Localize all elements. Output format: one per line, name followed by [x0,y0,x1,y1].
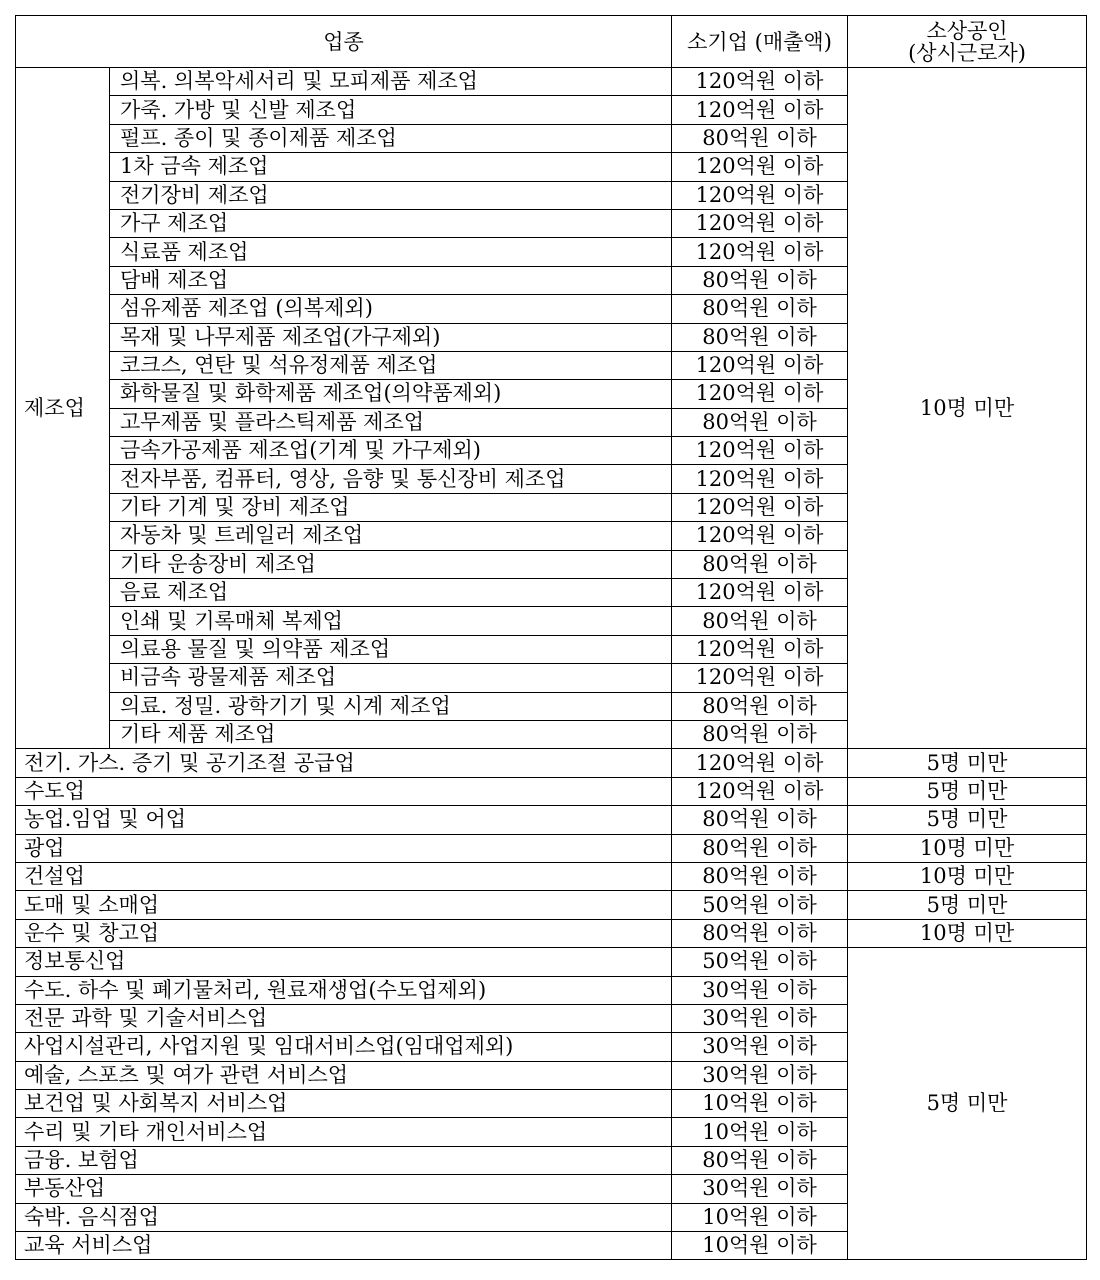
industry-name: 수도. 하수 및 폐기물처리, 원료재생업(수도업제외) [16,976,672,1004]
industry-name: 섬유제품 제조업 (의복제외) [110,295,672,323]
table-row [16,777,1087,805]
sales-threshold: 10억원 이하 [672,1090,848,1118]
sales-threshold: 120억원 이하 [672,777,848,805]
header-micro-line2: (상시근로자) [908,40,1026,65]
industry-name: 사업시설관리, 사업지원 및 임대서비스업(임대업제외) [16,1033,672,1061]
industry-name: 숙박. 음식점업 [16,1203,672,1231]
table-row [16,68,1087,96]
industry-name: 도매 및 소매업 [16,891,672,919]
industry-name: 금융. 보험업 [16,1146,672,1174]
table-row [16,749,1087,777]
sales-threshold: 10억원 이하 [672,1118,848,1146]
table-row [16,862,1087,890]
table-wrapper [15,15,1087,1260]
industry-name: 기타 기계 및 장비 제조업 [110,493,672,521]
employee-threshold: 5명 미만 [848,749,1087,777]
sales-threshold: 120억원 이하 [672,522,848,550]
sales-threshold: 120억원 이하 [672,153,848,181]
sales-threshold: 120억원 이하 [672,493,848,521]
table-row [16,948,1087,976]
sales-threshold: 120억원 이하 [672,181,848,209]
industry-name: 전자부품, 컴퓨터, 영상, 음향 및 통신장비 제조업 [110,465,672,493]
sales-threshold: 80억원 이하 [672,806,848,834]
table-body [16,68,1087,1260]
manufacturing-label: 제조업 [16,68,110,749]
sales-threshold: 120억원 이하 [672,68,848,96]
industry-name: 금속가공제품 제조업(기계 및 가구제외) [110,437,672,465]
header-micro-business [848,16,1087,68]
header-small-business: 소기업 (매출액) [672,16,848,68]
sales-threshold: 120억원 이하 [672,437,848,465]
sales-threshold: 80억원 이하 [672,408,848,436]
sales-threshold: 80억원 이하 [672,919,848,947]
business-size-table [15,15,1087,1260]
industry-name: 의료용 물질 및 의약품 제조업 [110,635,672,663]
industry-name: 예술, 스포츠 및 여가 관련 서비스업 [16,1061,672,1089]
industry-name: 식료품 제조업 [110,238,672,266]
industry-name: 정보통신업 [16,948,672,976]
industry-name: 인쇄 및 기록매체 복제업 [110,607,672,635]
sales-threshold: 30억원 이하 [672,1061,848,1089]
industry-name: 담배 제조업 [110,266,672,294]
employee-threshold: 10명 미만 [848,834,1087,862]
industry-name: 의료. 정밀. 광학기기 및 시계 제조업 [110,692,672,720]
sales-threshold: 80억원 이하 [672,266,848,294]
table-row [16,834,1087,862]
industry-name: 비금속 광물제품 제조업 [110,664,672,692]
sales-threshold: 80억원 이하 [672,720,848,748]
industry-name: 가구 제조업 [110,209,672,237]
industry-name: 의복. 의복악세서리 및 모피제품 제조업 [110,68,672,96]
table-row [16,919,1087,947]
employee-threshold: 5명 미만 [848,777,1087,805]
industry-name: 건설업 [16,862,672,890]
employee-threshold: 5명 미만 [848,806,1087,834]
sales-threshold: 120억원 이하 [672,635,848,663]
sales-threshold: 80억원 이하 [672,862,848,890]
sales-threshold: 120억원 이하 [672,351,848,379]
employee-threshold: 5명 미만 [848,891,1087,919]
sales-threshold: 80억원 이하 [672,124,848,152]
sales-threshold: 30억원 이하 [672,976,848,1004]
industry-name: 기타 제품 제조업 [110,720,672,748]
sales-threshold: 30억원 이하 [672,1175,848,1203]
industry-name: 고무제품 및 플라스틱제품 제조업 [110,408,672,436]
industry-name: 코크스, 연탄 및 석유정제품 제조업 [110,351,672,379]
employee-threshold: 10명 미만 [848,68,1087,749]
industry-name: 운수 및 창고업 [16,919,672,947]
sales-threshold: 80억원 이하 [672,1146,848,1174]
sales-threshold: 120억원 이하 [672,238,848,266]
employee-threshold: 10명 미만 [848,919,1087,947]
industry-name: 가죽. 가방 및 신발 제조업 [110,96,672,124]
sales-threshold: 50억원 이하 [672,891,848,919]
industry-name: 수도업 [16,777,672,805]
industry-name: 전기장비 제조업 [110,181,672,209]
industry-name: 펄프. 종이 및 종이제품 제조업 [110,124,672,152]
sales-threshold: 80억원 이하 [672,550,848,578]
industry-name: 화학물질 및 화학제품 제조업(의약품제외) [110,380,672,408]
sales-threshold: 10억원 이하 [672,1232,848,1260]
industry-name: 전문 과학 및 기술서비스업 [16,1004,672,1032]
industry-name: 농업.임업 및 어업 [16,806,672,834]
sales-threshold: 120억원 이하 [672,209,848,237]
industry-name: 보건업 및 사회복지 서비스업 [16,1090,672,1118]
sales-threshold: 80억원 이하 [672,692,848,720]
industry-name: 기타 운송장비 제조업 [110,550,672,578]
sales-threshold: 120억원 이하 [672,664,848,692]
header-row [16,16,1087,68]
sales-threshold: 80억원 이하 [672,295,848,323]
sales-threshold: 10억원 이하 [672,1203,848,1231]
industry-name: 1차 금속 제조업 [110,153,672,181]
industry-name: 목재 및 나무제품 제조업(가구제외) [110,323,672,351]
sales-threshold: 80억원 이하 [672,834,848,862]
sales-threshold: 120억원 이하 [672,465,848,493]
industry-name: 전기. 가스. 증기 및 공기조절 공급업 [16,749,672,777]
industry-name: 광업 [16,834,672,862]
sales-threshold: 120억원 이하 [672,380,848,408]
sales-threshold: 50억원 이하 [672,948,848,976]
industry-name: 자동차 및 트레일러 제조업 [110,522,672,550]
sales-threshold: 120억원 이하 [672,579,848,607]
industry-name: 교육 서비스업 [16,1232,672,1260]
sales-threshold: 80억원 이하 [672,323,848,351]
table-row [16,891,1087,919]
sales-threshold: 30억원 이하 [672,1004,848,1032]
sales-threshold: 120억원 이하 [672,96,848,124]
table-row [16,806,1087,834]
employee-threshold: 5명 미만 [848,948,1087,1260]
sales-threshold: 80억원 이하 [672,607,848,635]
employee-threshold: 10명 미만 [848,862,1087,890]
header-industry: 업종 [16,16,672,68]
sales-threshold: 30억원 이하 [672,1033,848,1061]
industry-name: 수리 및 기타 개인서비스업 [16,1118,672,1146]
industry-name: 음료 제조업 [110,579,672,607]
sales-threshold: 120억원 이하 [672,749,848,777]
industry-name: 부동산업 [16,1175,672,1203]
header-micro-line1: 소상공인 [926,18,1008,43]
